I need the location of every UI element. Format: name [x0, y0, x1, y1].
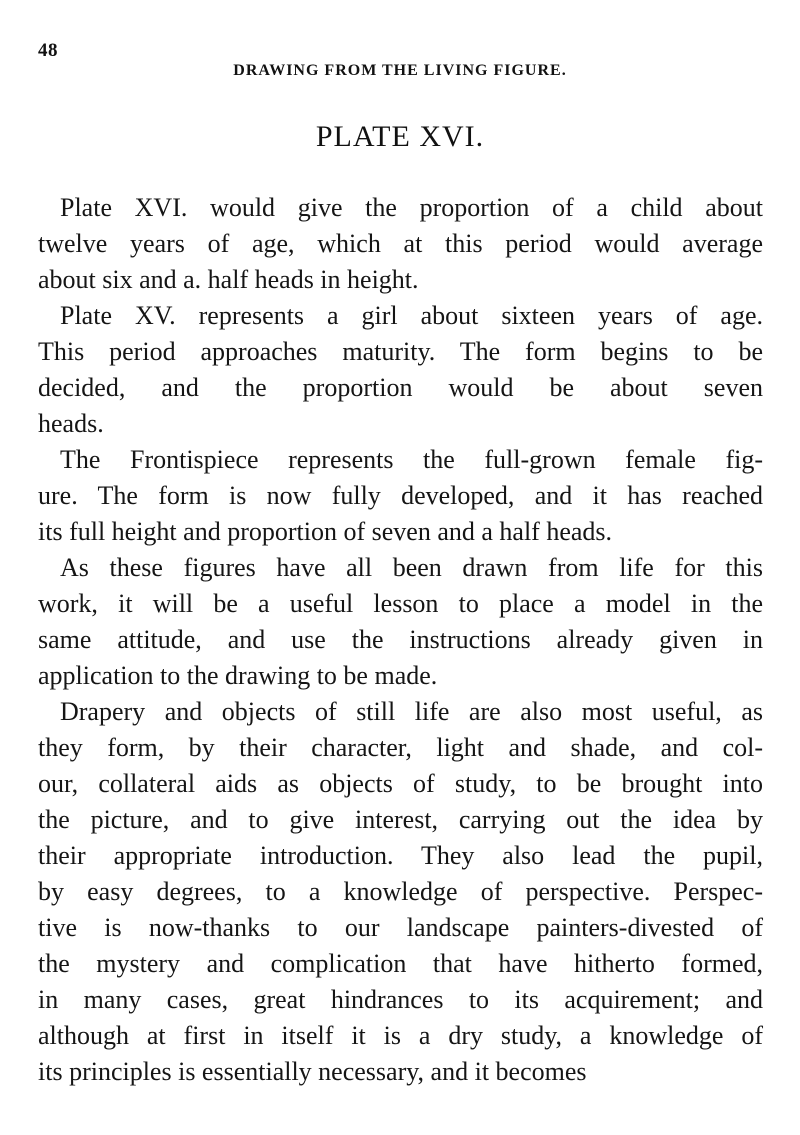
text-line: same attitude, and use the instructions already given in	[38, 625, 763, 654]
text-line: heads.	[38, 409, 104, 438]
text-line: although at first in itself it is a dry study, a knowledge of	[38, 1021, 763, 1050]
text-line: by easy degrees, to a knowledge of perspective. Perspec-	[38, 877, 763, 906]
text-line: Plate XVI. would give the proportion of a child about	[60, 193, 763, 222]
text-line: the picture, and to give interest, carrying out the idea by	[38, 805, 763, 834]
text-line: ure. The form is now fully developed, and it has reached	[38, 481, 763, 510]
text-line: As these figures have all been drawn from life for this	[60, 553, 763, 582]
text-line: twelve years of age, which at this period would average	[38, 229, 763, 258]
text-line: its principles is essentially necessary, and it becomes	[38, 1057, 587, 1086]
text-line: in many cases, great hindrances to its acquirement; and	[38, 985, 763, 1014]
text-line: This period approaches maturity. The form begins to be	[38, 337, 763, 366]
text-line: application to the drawing to be made.	[38, 661, 438, 690]
page-title: PLATE XVI.	[315, 120, 485, 153]
text-line: our, collateral aids as objects of study, to be brought into	[38, 769, 763, 798]
text-line: The Frontispiece represents the full-grown female fig-	[60, 445, 763, 474]
text-line: work, it will be a useful lesson to place a model in the	[38, 589, 763, 618]
text-line: they form, by their character, light and shade, and col-	[38, 733, 763, 762]
body-text	[38, 190, 763, 1090]
page-number: 48	[38, 40, 58, 61]
text-line: about six and a. half heads in height.	[38, 265, 419, 294]
text-line: its full height and proportion of seven and a half heads.	[38, 517, 613, 546]
text-line: tive is now-thanks to our landscape painters-divested of	[38, 913, 763, 942]
text-line: Plate XV. represents a girl about sixteen years of age.	[60, 301, 763, 330]
text-line: their appropriate introduction. They also lead the pupil,	[38, 841, 763, 870]
running-title: DRAWING FROM THE LIVING FIGURE.	[233, 62, 567, 79]
text-line: decided, and the proportion would be about seven	[38, 373, 763, 402]
text-line: the mystery and complication that have hitherto formed,	[38, 949, 763, 978]
text-line: Drapery and objects of still life are also most useful, as	[60, 697, 763, 726]
